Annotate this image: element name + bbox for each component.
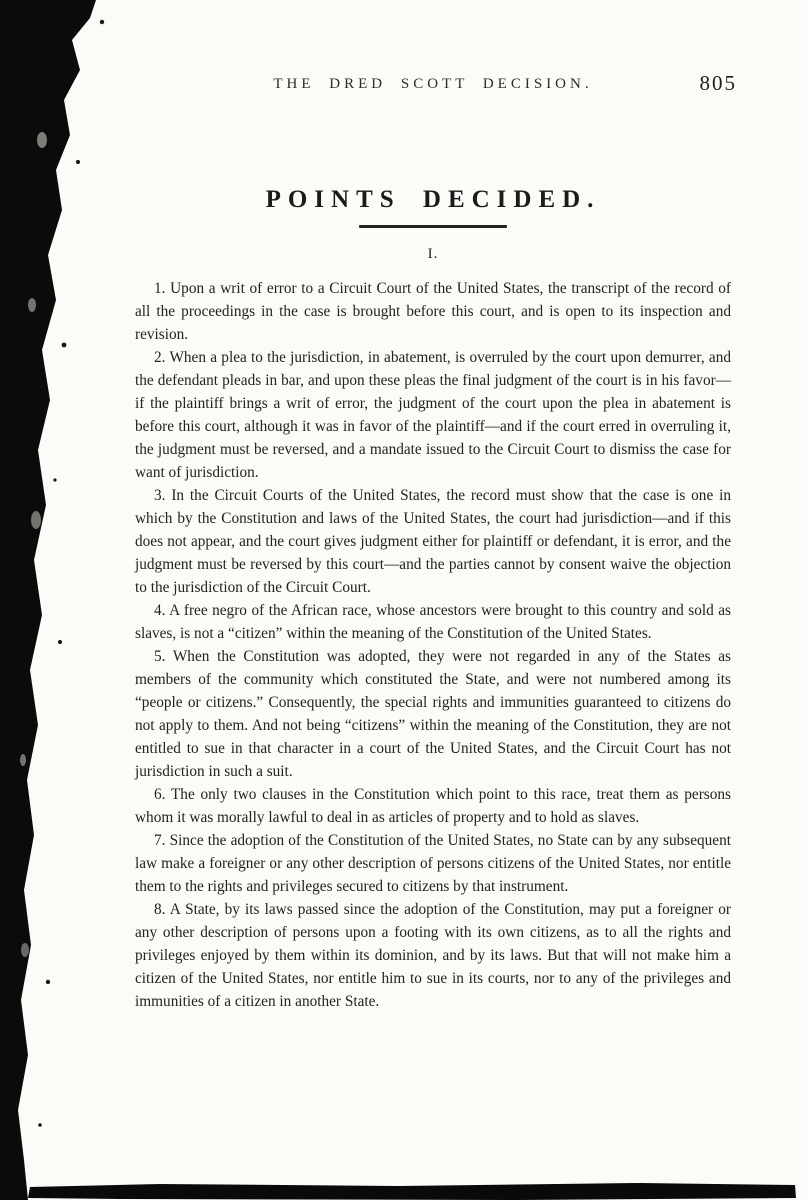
paragraph-6: 6. The only two clauses in the Constitution which point to this race, treat them as persons whom it was morally lawful to deal in as articles of property and to hold as slaves.	[135, 786, 731, 826]
paragraph-1: 1. Upon a writ of error to a Circuit Court of the United States, the transcript of the record of all the proceedings in the case is brought before this court, and is open to its inspection and revision.	[135, 280, 731, 343]
paragraph-2: 2. When a plea to the jurisdiction, in abatement, is overruled by the court upon demurrer, and the defendant pleads in bar, and upon these pleas the final judgment of the court is in his favor—if the plaintiff brings a writ of error, the judgment of the court upon the plea in abatement is before this court, although it was in favor of the plaintiff—and if the court erred in overruling it, the judgment must be reversed, and a mandate issued to the Circuit Court to dismiss the case for want of jurisdiction.	[135, 349, 731, 481]
title-rule	[359, 225, 507, 228]
left-gutter-shadow	[0, 0, 96, 1200]
body-text	[135, 277, 731, 1013]
paragraph-4: 4. A free negro of the African race, whose ancestors were brought to this country and sold as slaves, is not a “citizen” within the meaning of the Constitution of the United States.	[135, 602, 731, 642]
running-header-title: THE DRED SCOTT DECISION.	[273, 76, 593, 92]
page-number: 805	[699, 71, 737, 95]
paragraph-5: 5. When the Constitution was adopted, they were not regarded in any of the States as members of the community which constituted the State, and were not numbered among its “people or citizens.” Consequently, the special rights and immunities guaranteed to citizens do not apply to them. And not being “citizens” within the meaning of the Constitution, they are not entitled to sue in that character in a court of the United States, and the Circuit Court has not jurisdiction in such a suit.	[135, 648, 731, 780]
paragraph-8: 8. A State, by its laws passed since the adoption of the Constitution, may put a foreigner or any other description of persons upon a footing with its own citizens, as to all the rights and privileges enjoyed by them within its dominion, and by its laws. But that will not make him a citizen of the United States, nor entitle him to sue in its courts, nor to any of the privileges and immunities of a citizen in another State.	[135, 901, 731, 1010]
paragraph-3: 3. In the Circuit Courts of the United States, the record must show that the case is one in which by the Constitution and laws of the United States, the court had jurisdiction—and if this does not appear, and the court gives judgment either for plaintiff or defendant, it is error, and the judgment must be reversed by this court—and the parties cannot by consent waive the objection to the jurisdiction of the Circuit Court.	[135, 487, 731, 596]
page-title: POINTS DECIDED.	[265, 186, 601, 213]
paragraph-7: 7. Since the adoption of the Constitution of the United States, no State can by any subsequent law make a foreigner or any other description of persons citizens of the United States, nor entitle them to the rights and privileges secured to citizens by that instrument.	[135, 832, 731, 895]
running-head	[135, 71, 737, 95]
page-content	[135, 0, 737, 1013]
section-numeral: I.	[427, 246, 439, 262]
bottom-scan-bar	[28, 1183, 796, 1200]
